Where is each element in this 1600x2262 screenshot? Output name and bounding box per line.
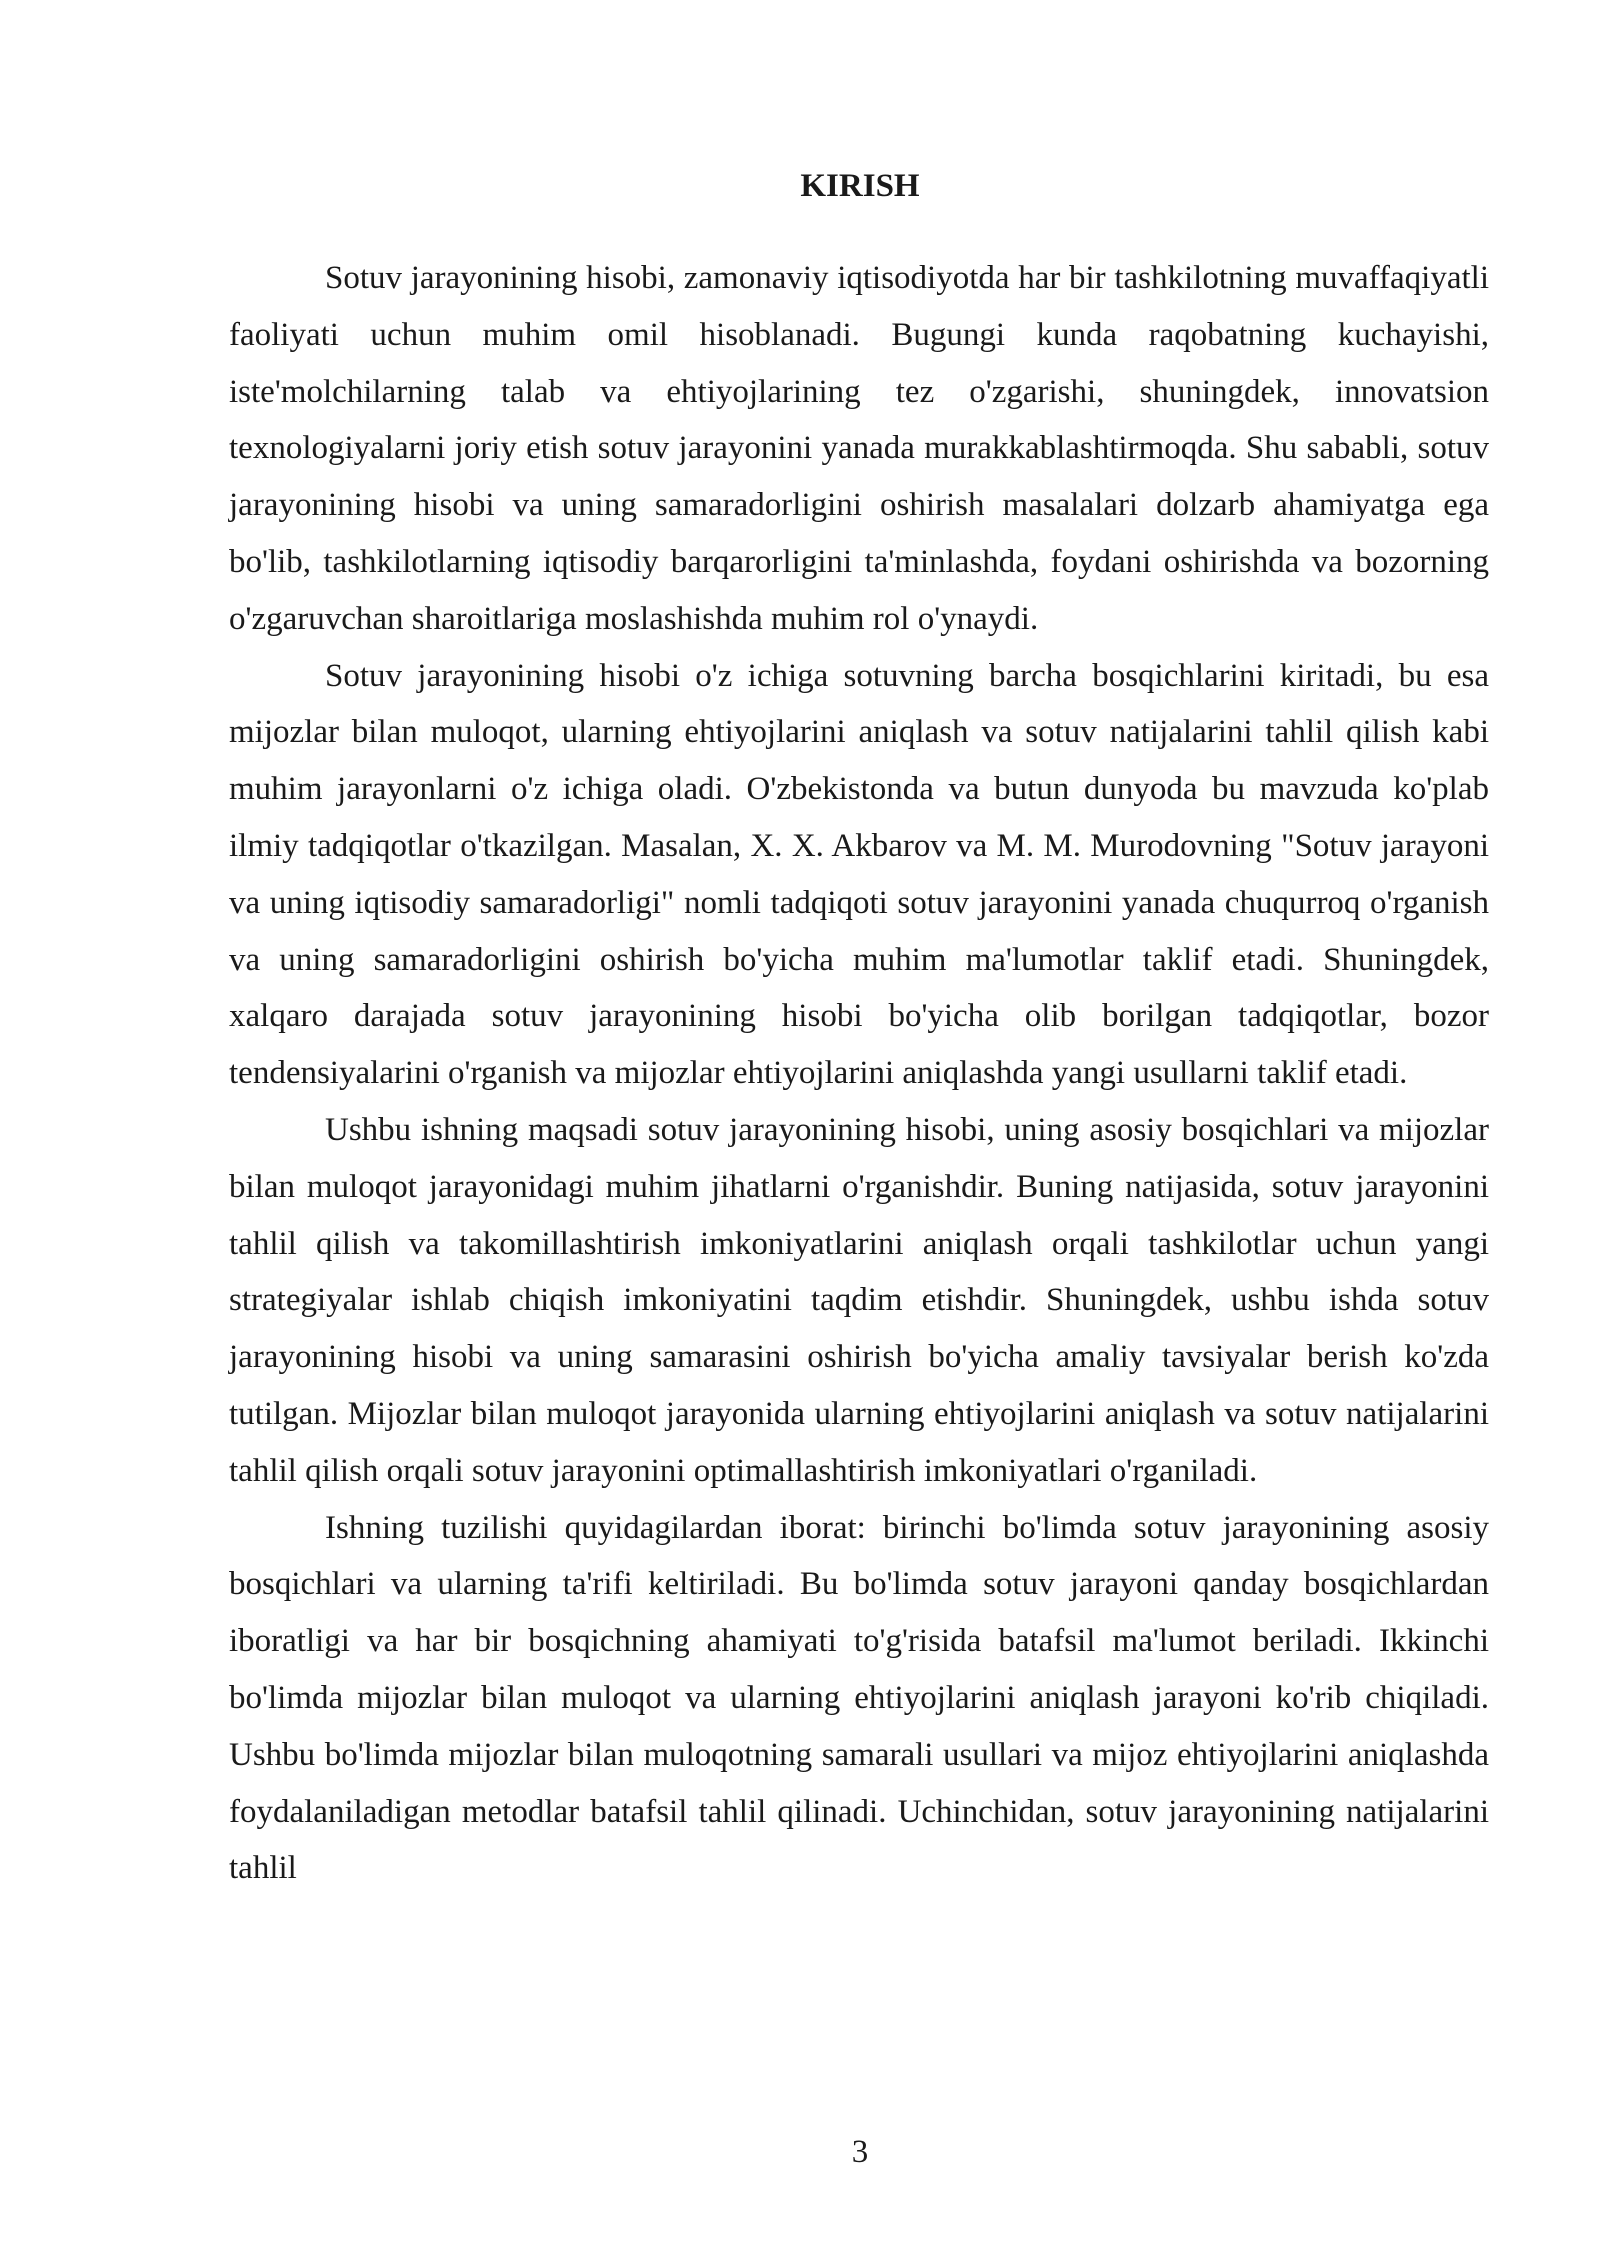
- body-text: [229, 250, 1489, 1897]
- paragraph-2: Sotuv jarayonining hisobi o'z ichiga sotuvning barcha bosqichlarini kiritadi, bu esa mijozlar bilan muloqot, ularning ehtiyojlarini aniqlash va sotuv natijalarini tahlil qilish kabi muhim jarayonlarni o'z ichiga oladi. O'zbekistonda va butun dunyoda bu mavzuda ko'plab ilmiy tadqiqotlar o'tkazilgan. Masalan, X. X. Akbarov va M. M. Murodovning "Sotuv jarayoni va uning iqtisodiy samaradorligi" nomli tadqiqoti sotuv jarayonini yanada chuqurroq o'rganish va uning samaradorligini oshirish bo'yicha muhim ma'lumotlar taklif etadi. Shuningdek, xalqaro darajada sotuv jarayonining hisobi bo'yicha olib borilgan tadqiqotlar, bozor tendensiyalarini o'rganish va mijozlar ehtiyojlarini aniqlashda yangi usullarni taklif etadi.: [229, 657, 1489, 1092]
- paragraph-3: Ushbu ishning maqsadi sotuv jarayonining hisobi, uning asosiy bosqichlari va mijozlar bilan muloqot jarayonidagi muhim jihatlarni o'rganishdir. Buning natijasida, sotuv jarayonini tahlil qilish va takomillashtirish imkoniyatlarini aniqlash orqali tashkilotlar uchun yangi strategiyalar ishlab chiqish imkoniyatini taqdim etishdir. Shuningdek, ushbu ishda sotuv jarayonining hisobi va uning samarasini oshirish bo'yicha amaliy tavsiyalar berish ko'zda tutilgan. Mijozlar bilan muloqot jarayonida ularning ehtiyojlarini aniqlash va sotuv natijalarini tahlil qilish orqali sotuv jarayonini optimallashtirish imkoniyatlari o'rganiladi.: [229, 1111, 1489, 1489]
- section-heading: KIRISH: [800, 168, 920, 204]
- paragraph-4: Ishning tuzilishi quyidagilardan iborat: birinchi bo'limda sotuv jarayonining asosiy bosqichlari va ularning ta'rifi keltiriladi. Bu bo'limda sotuv jarayoni qanday bosqichlardan iboratligi va har bir bosqichning ahamiyati to'g'risida batafsil ma'lumot beriladi. Ikkinchi bo'limda mijozlar bilan muloqot va ularning ehtiyojlarini aniqlash jarayoni ko'rib chiqiladi. Ushbu bo'limda mijozlar bilan muloqotning samarali usullari va mijoz ehtiyojlarini aniqlashda foydalaniladigan metodlar batafsil tahlil qilinadi. Uchinchidan, sotuv jarayonining natijalarini tahlil: [229, 1509, 1489, 1887]
- page-number: 3: [851, 2134, 869, 2170]
- paragraph-1: Sotuv jarayonining hisobi, zamonaviy iqtisodiyotda har bir tashkilotning muvaffaqiyatli faoliyati uchun muhim omil hisoblanadi. Bugungi kunda raqobatning kuchayishi, iste'molchilarning talab va ehtiyojlarining tez o'zgarishi, shuningdek, innovatsion texnologiyalarni joriy etish sotuv jarayonini yanada murakkablashtirmoqda. Shu sababli, sotuv jarayonining hisobi va uning samaradorligini oshirish masalalari dolzarb ahamiyatga ega bo'lib, tashkilotlarning iqtisodiy barqarorligini ta'minlashda, foydani oshirishda va bozorning o'zgaruvchan sharoitlariga moslashishda muhim rol o'ynaydi.: [229, 260, 1489, 637]
